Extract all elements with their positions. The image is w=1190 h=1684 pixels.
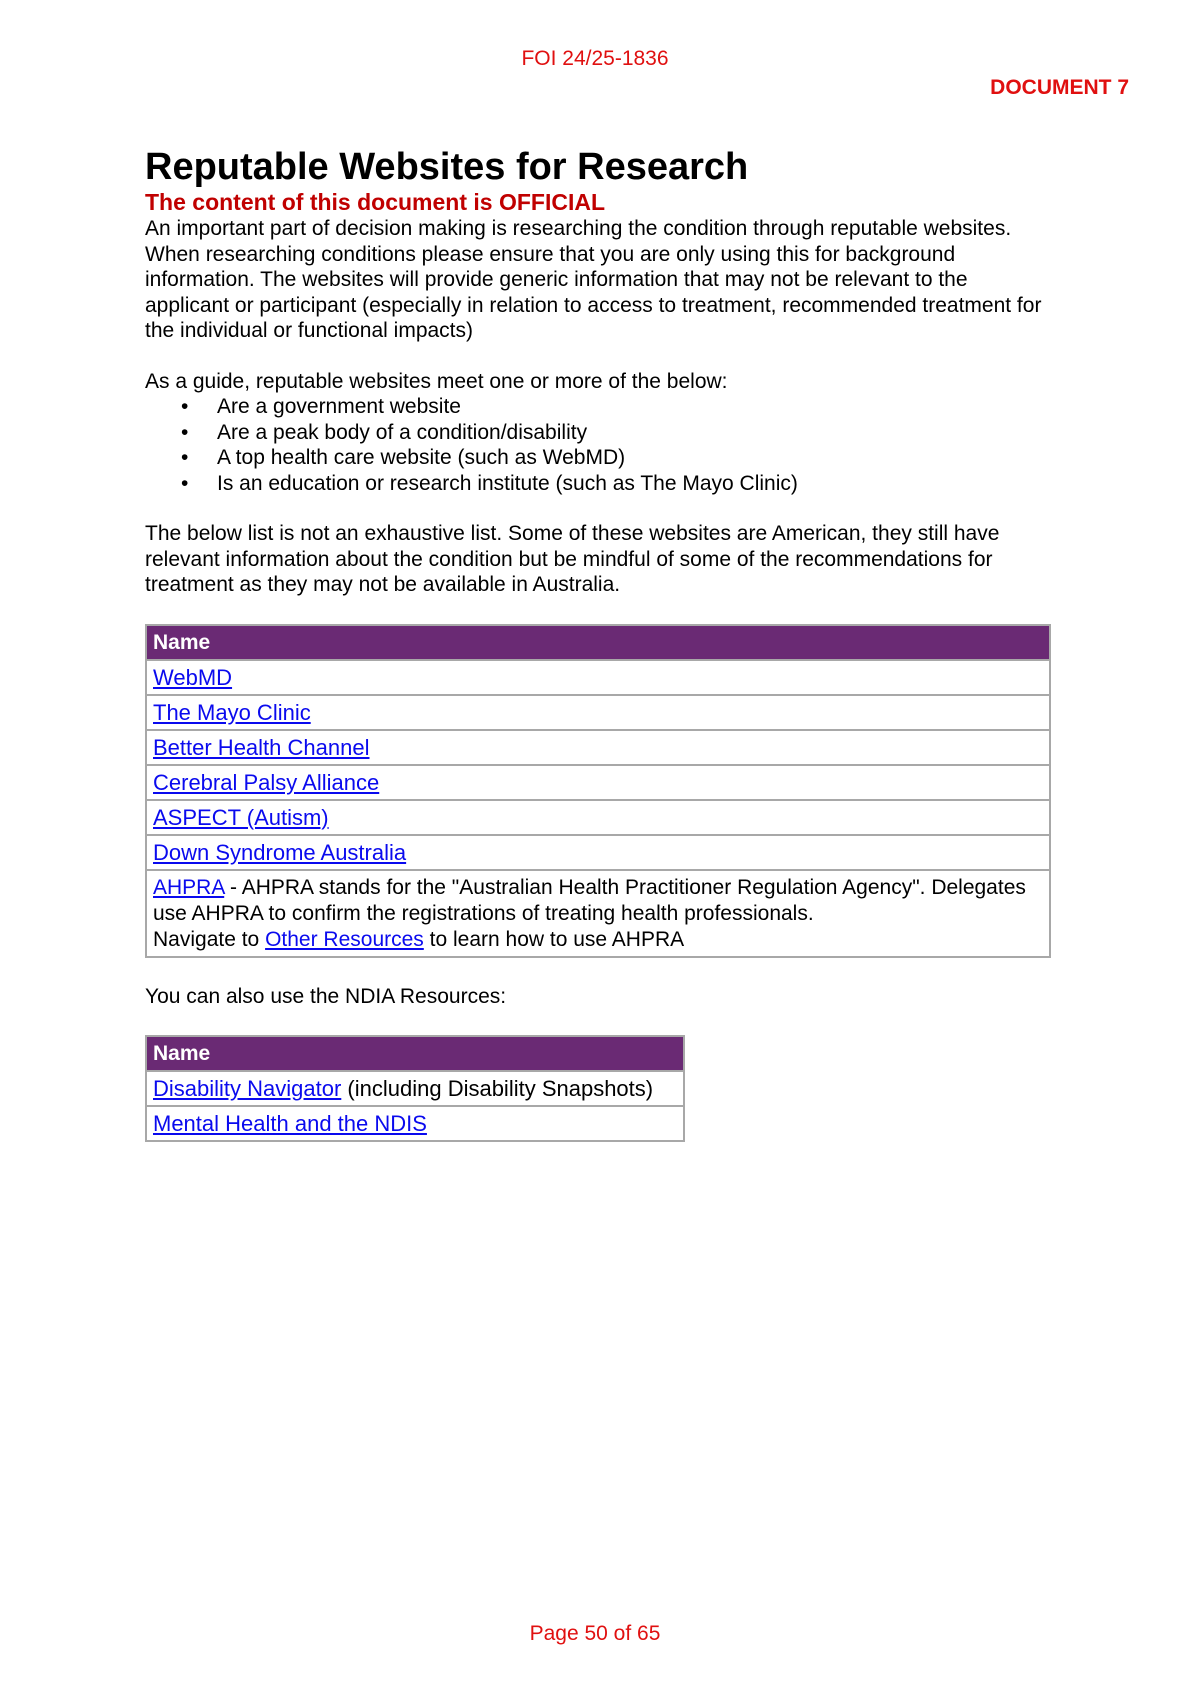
guide-lead: As a guide, reputable websites meet one or more of the below:: [145, 369, 728, 393]
table-row: [146, 695, 1050, 730]
link-down-syndrome-australia[interactable]: Down Syndrome Australia: [153, 839, 407, 865]
list-item: • Is an education or research institute (such as The Mayo Clinic): [217, 471, 1045, 497]
classification-notice: The content of this document is OFFICIAL: [145, 189, 605, 215]
ndia-note: You can also use the NDIA Resources:: [145, 984, 507, 1008]
link-mental-health-ndis[interactable]: Mental Health and the NDIS: [153, 1111, 427, 1136]
intro-paragraph: An important part of decision making is researching the condition through reputable websites. When researching conditions please ensure that you are only using this for background information. The websites will provide generic information that may not be relevant to the applicant or participant (especially in relation to access to treatment, recommended treatment for the individual or functional impacts): [145, 217, 1042, 342]
ahpra-navigate-text: Navigate to: [153, 927, 266, 951]
page-number: Page 50 of 65: [529, 1622, 661, 1645]
link-mayo-clinic[interactable]: The Mayo Clinic: [153, 699, 311, 725]
link-webmd[interactable]: WebMD: [153, 664, 233, 690]
table-header-name: Name: [146, 1036, 684, 1071]
link-aspect-autism[interactable]: ASPECT (Autism): [153, 804, 329, 830]
table-row: [146, 800, 1050, 835]
list-item: • Are a government website: [217, 394, 1045, 420]
ahpra-description: - AHPRA stands for the "Australian Health Practitioner Regulation Agency". Delegates use AHPRA to confirm the registrations of treating health professionals.: [153, 875, 1026, 925]
table-row: [146, 660, 1050, 695]
table-row: [146, 835, 1050, 870]
list-item: • Are a peak body of a condition/disability: [217, 420, 1045, 446]
document-body: [145, 145, 1045, 1142]
disability-navigator-suffix: (including Disability Snapshots): [341, 1076, 654, 1101]
page-title: Reputable Websites for Research: [145, 146, 749, 188]
link-cerebral-palsy-alliance[interactable]: Cerebral Palsy Alliance: [153, 769, 380, 795]
link-better-health-channel[interactable]: Better Health Channel: [153, 734, 370, 760]
link-ahpra[interactable]: AHPRA: [153, 875, 225, 899]
guide-list: [145, 394, 1045, 496]
link-other-resources[interactable]: Other Resources: [265, 927, 424, 951]
list-item: • A top health care website (such as WebMD): [217, 445, 1045, 471]
link-disability-navigator[interactable]: Disability Navigator: [153, 1076, 342, 1101]
table-row: [146, 730, 1050, 765]
table-row: [146, 1071, 684, 1106]
table-row: [146, 870, 1050, 957]
table-header-name: Name: [146, 625, 1050, 660]
list-note: The below list is not an exhaustive list. Some of these websites are American, they still have relevant information about the condition but be mindful of some of the recommendations for treatment as they may not be available in Australia.: [145, 522, 1000, 596]
ahpra-navigate-suffix: to learn how to use AHPRA: [423, 927, 685, 951]
document-label: DOCUMENT 7: [990, 76, 1129, 99]
foi-reference: FOI 24/25-1836: [521, 47, 669, 70]
table-row: [146, 1106, 684, 1141]
table-row: [146, 765, 1050, 800]
websites-table: [145, 624, 1051, 958]
ndia-table: [145, 1035, 685, 1142]
